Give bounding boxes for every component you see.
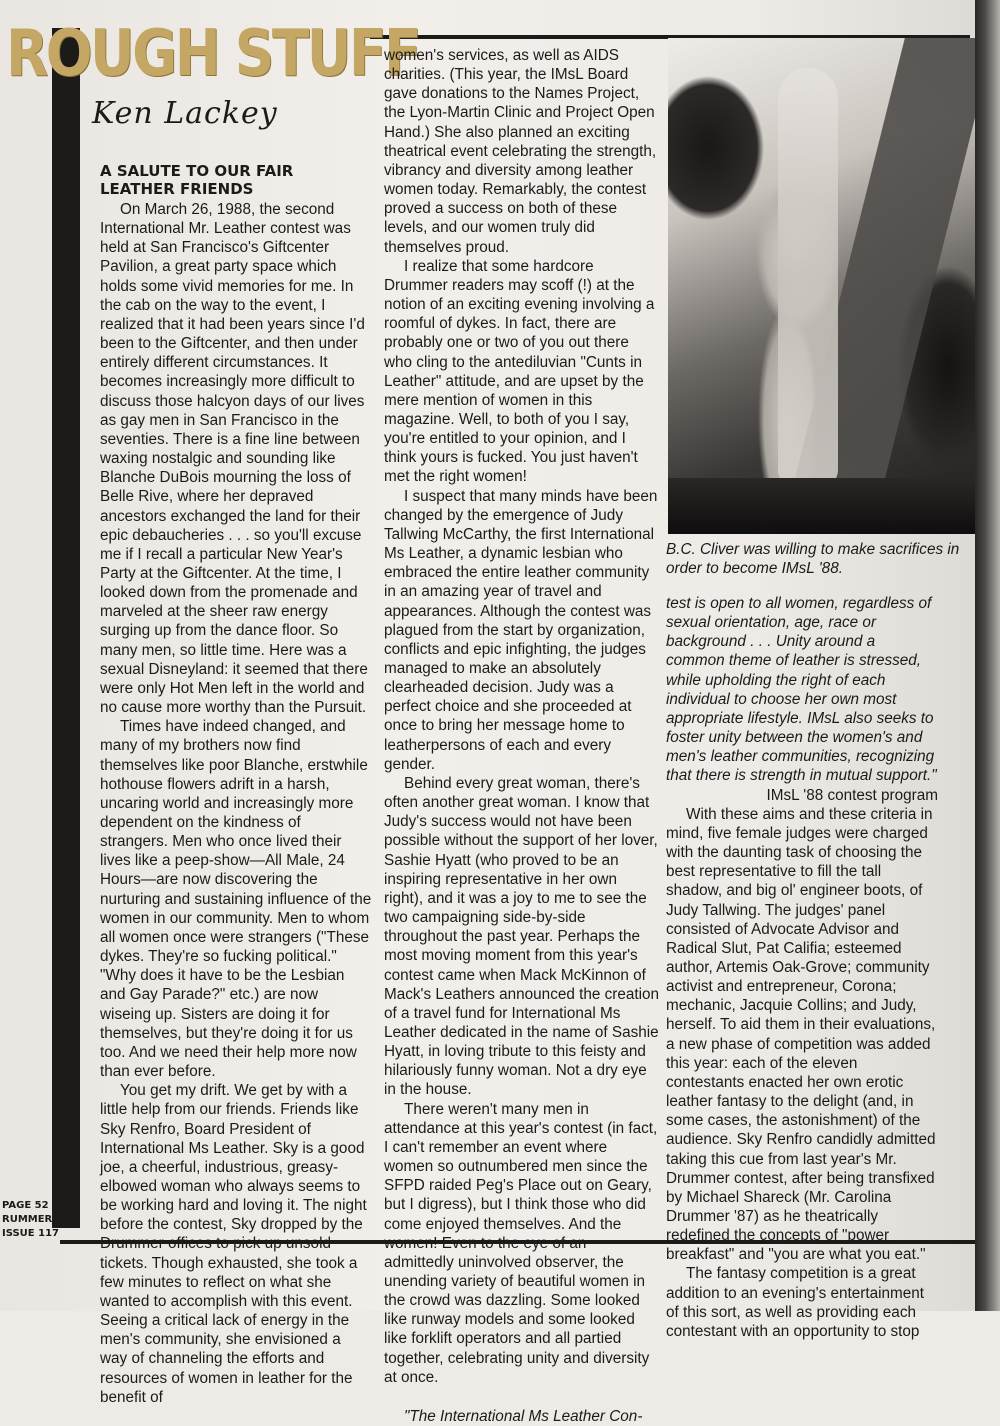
article-column-1 <box>100 162 372 1407</box>
quote-attribution: IMsL '88 contest program <box>766 786 938 804</box>
page-folio <box>2 1199 59 1241</box>
paragraph: The fantasy competition is a great addition to an evening's entertainment of this sort, as well as providing each contestant with an opportunity to stop <box>666 1265 925 1340</box>
photo-floor-shape <box>668 478 975 534</box>
paragraph: On March 26, 1988, the second International Mr. Leather contest was held at San Francisco's Giftcenter Pavilion, a great party space which holds some vivid memories for me. In the cab on the way to the event, I realized that it had been years since I'd been to the Giftcenter, and then under entirely different circumstances. It becomes increasingly more difficult to discuss those halcyon days of our lives as gay men in San Francisco in the seventies. There is a fine line between waxing nostalgic and sounding like Blanche DuBois mourning the loss of Belle Rive, where her depraved ancestors exchanged the land for their epic debaucheries . . . so you'll excuse me if I recall a particular New Year's Party at the Giftcenter. At the time, I looked down from the promenade and marveled at the sheer raw energy surging up from the dance floor. So many men, so little time. Here was a sexual Disneyland: it seemed that there were only Hot Men left in the world and no cause more worthy than the Pursuit. <box>100 201 368 717</box>
paragraph: There weren't many men in attendance at this year's contest (in fact, I can't remember an event where women so outnumbered men since the SFPD raided Peg's Place out on Geary, but I digress), but I think those who did come enjoyed themselves. And the women! Even to the eye of an admittedly uninvolved observer, the unending variety of beautiful women in the crowd was dazzling. Some looked like runway models and some looked like forklift operators and all partied together, celebrating unity and diversity at once. <box>384 1100 658 1386</box>
magazine-name: RUMMER <box>2 1214 53 1225</box>
article-headline: A SALUTE TO OUR FAIR LEATHER FRIENDS <box>100 162 294 198</box>
paragraph: I realize that some hardcore Drummer readers may scoff (!) at the notion of an exciting evening involving a roomful of dykes. In fact, there are probably one or two of you out there who cling to the antediluvian "Cunts in Leather" attitude, and are upset by the mere mention of women in this magazine. Well, to both of you I say, you're entitled to your opinion, and I think yours is fucked. You just haven't met the right women! <box>384 257 655 486</box>
paragraph: women's services, as well as AIDS charities. (This year, the IMsL Board gave donations to the Names Project, the Lyon-Martin Clinic and Project Open Hand.) She also planned an exciting theatrical event celebrating the strength, vibrancy and diversity among leather women today. Remarkably, the contest proved a success on both of these levels, and our women truly did themselves proud. <box>384 47 657 256</box>
photo-caption: B.C. Cliver was willing to make sacrifices in order to become IMsL '88. <box>666 541 960 577</box>
page-number: PAGE 52 <box>2 1200 49 1211</box>
pull-quote-start: "The International Ms Leather Con- <box>404 1407 643 1425</box>
paragraph: Times have indeed changed, and many of my brothers now find themselves like poor Blanche, erstwhile hothouse flowers adrift in a harsh, uncaring world and increasingly more dependent on the kindness of strangers. Men who once lived their lives like a peep-show—All Male, 24 Hours—are now discovering the nurturing and sustaining influence of the women in our community. Men to whom all women once were strangers ("These dykes. They're so fucking political." "Why does it have to be the Lesbian and Gay Parade?" etc.) are now wiseing up. Sisters are doing it for themselves, but they're doing it for us too. And we need their help more now than ever before. <box>100 718 372 1081</box>
pull-quote: test is open to all women, regardless of sexual orientation, age, race or background . . . Unity around a common theme of leather is stressed, while upholding the right of each individual to choose her own most appropriate lifestyle. IMsL also seeks to foster unity between the women's and men's leather communities, recognizing that there is strength in mutual support." <box>666 595 937 785</box>
contest-photo <box>668 38 975 534</box>
section-title: ROUGH STUFF <box>6 17 419 91</box>
article-column-3 <box>666 594 938 1341</box>
left-margin-bar <box>52 28 80 1228</box>
paragraph: You get my drift. We get by with a little help from our friends. Friends like Sky Renfro, Board President of International Ms Leather. Sky is a good joe, a cheerful, industrious, greasy-elbowed woman who always seems to be working hard and loving it. The night before the contest, Sky dropped by the Drummer offices to pick up unsold tickets. Though exhausted, she took a few minutes to reflect on what she wanted to accomplish with this event. Seeing a critical lack of energy in the men's community, she envisioned a way of channeling the efforts and resources of women in leather for the benefit of <box>100 1082 367 1406</box>
issue-number: ISSUE 117 <box>2 1228 59 1239</box>
paragraph: With these aims and these criteria in mind, five female judges were charged with the daunting task of choosing the best representative to fill the tall shadow, and big ol' engineer boots, of Judy Tallwing. The judges' panel consisted of Advocate Advisor and Radical Slut, Pat Califia; esteemed author, Artemis Oak-Grove; community activist and entrepreneur, Corona; mechanic, Jacquie Collins; and Judy, herself. To aid them in their evaluations, a new phase of competition was added this year: each of the eleven contestants enacted her own erotic leather fantasy to the delight (and, in some cases, the astonishment) of the audience. Sky Renfro candidly admitted taking this cue from last year's Mr. Drummer contest, after being transfixed by Michael Shareck (Mr. Carolina Drummer '87) as he theatrically redefined the concepts of "power breakfast" and "you are what you eat." <box>666 805 936 1264</box>
page-edge-shadow <box>975 0 1000 1311</box>
photo-figure-shape <box>778 68 838 488</box>
paragraph: I suspect that many minds have been changed by the emergence of Judy Tallwing McCarthy, the first International Ms Leather, a dynamic lesbian who embraced the entire leather community in an amazing year of travel and appearances. Although the contest was plagued from the start by organization, conflicts and epic infighting, the judges managed to make an absolutely clearheaded decision. Judy was a perfect choice and she proceeded at once to bring her message home to leatherpersons of each and every gender. <box>384 487 658 773</box>
paragraph: Behind every great woman, there's often another great woman. I know that Judy's success would not have been possible without the support of her lover, Sashie Hyatt (who proved to be an inspiring representative in her own right), and it was a joy to me to see the two campaigning side-by-side throughout the past year. Perhaps the most moving moment from this year's contest came when Mack McKinnon of Mack's Leathers announced the creation of a travel fund for International Ms Leather dedicated in the name of Sashie Hyatt, in loving tribute to this feisty and hilariously funny woman. Not a dry eye in the house. <box>384 774 660 1099</box>
byline: Ken Lackey <box>92 96 278 131</box>
article-column-2 <box>384 46 660 1426</box>
